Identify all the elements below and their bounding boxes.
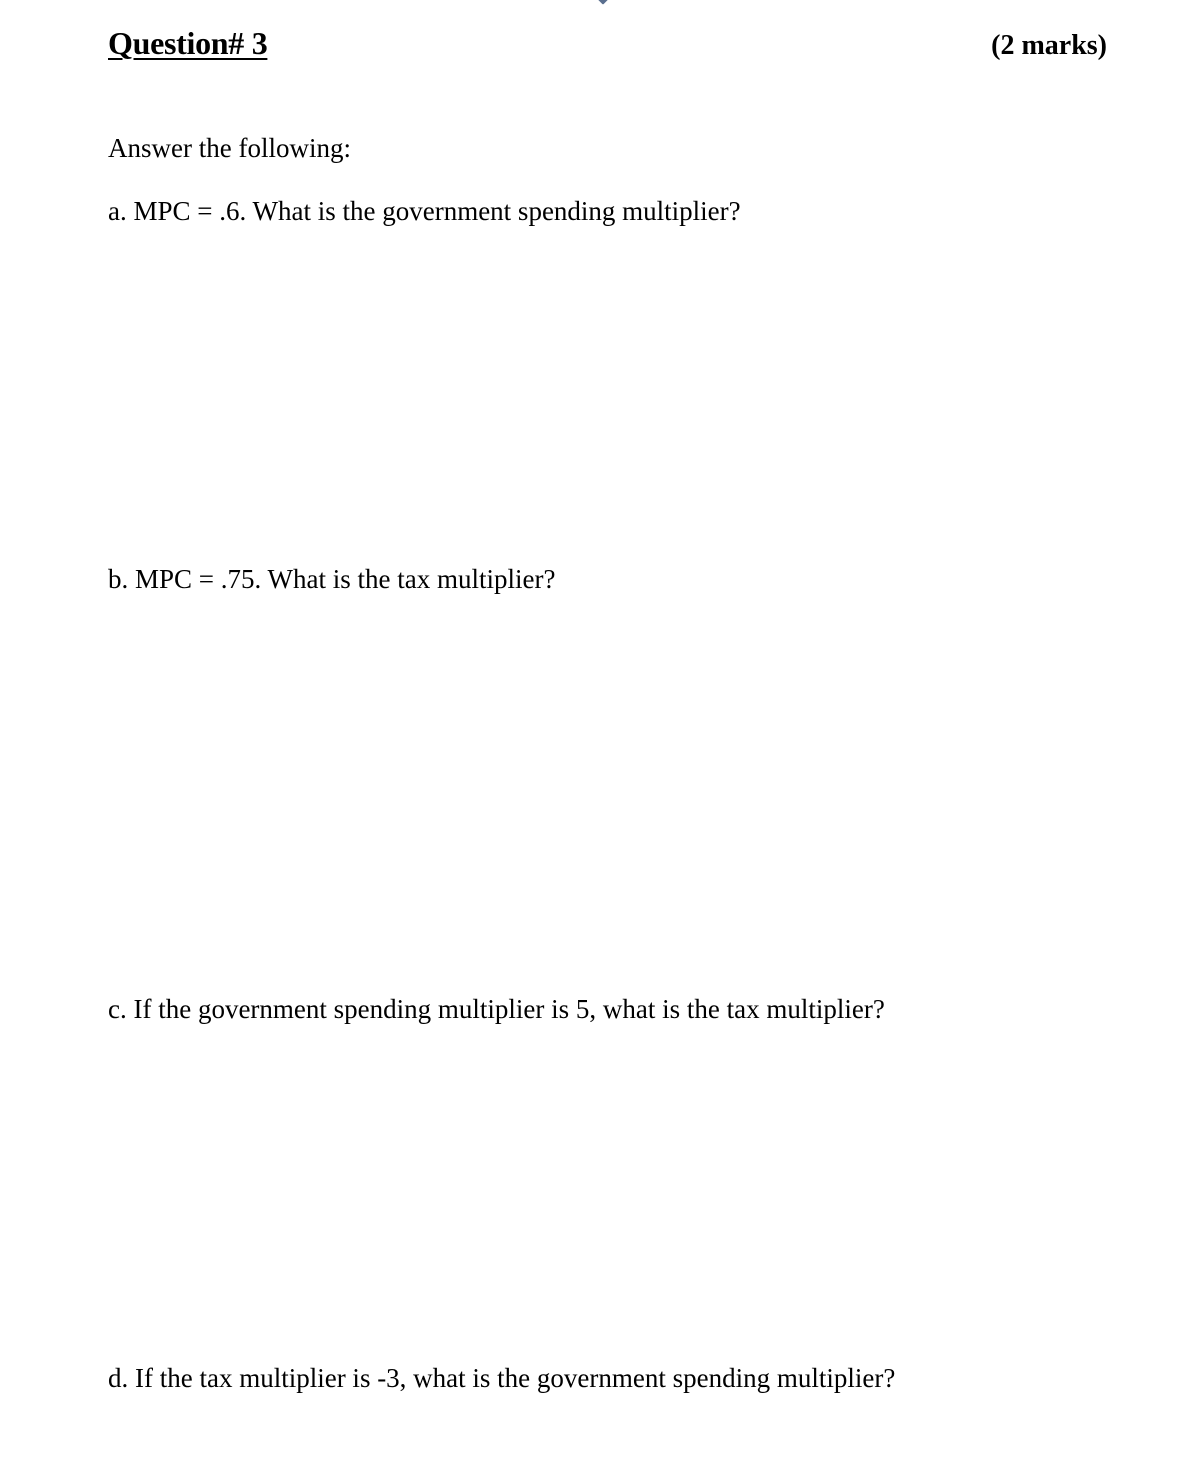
question-d: d. If the tax multiplier is -3, what is the government spending multiplier? xyxy=(108,1363,896,1393)
question-b: b. MPC = .75. What is the tax multiplier? xyxy=(108,564,556,594)
instructions-text: Answer the following: xyxy=(108,133,351,163)
marks-label: (2 marks) xyxy=(991,30,1107,61)
question-title: Question# 3 xyxy=(108,25,268,61)
question-a: a. MPC = .6. What is the government spending multiplier? xyxy=(108,196,741,226)
page-break-marker xyxy=(597,0,609,6)
question-c: c. If the government spending multiplier is 5, what is the tax multiplier? xyxy=(108,994,885,1024)
